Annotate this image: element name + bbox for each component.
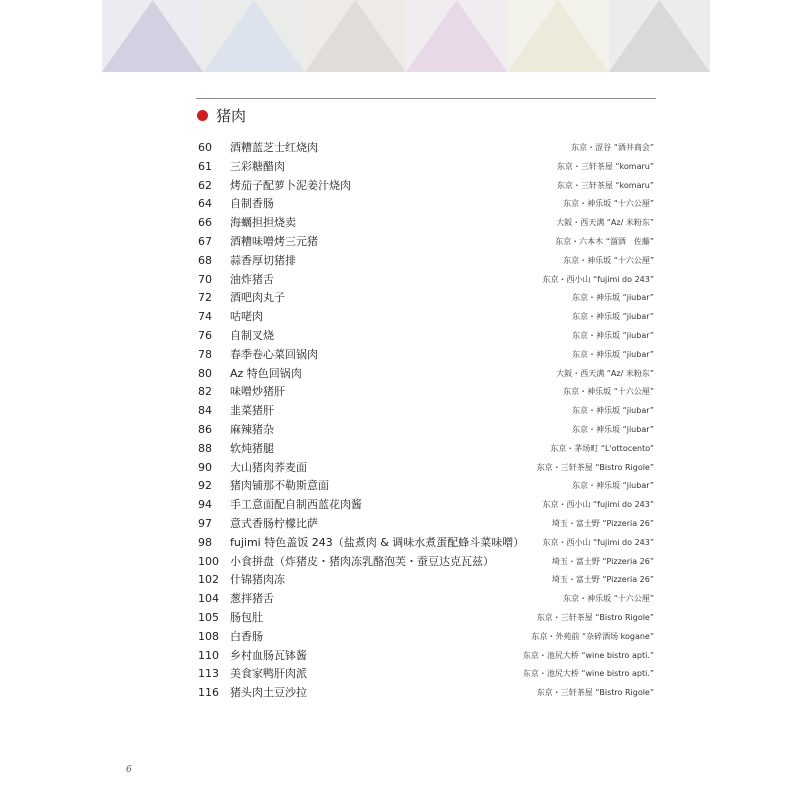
toc-entry [198,139,654,158]
entry-dish-name: 海蠣担担烧卖 [230,216,296,230]
entry-dish-name: 猪肉铺那不勒斯意面 [230,479,329,493]
entry-restaurant-location: 东京・西小山 “fujimi do 243” [542,500,654,510]
triangle-pattern [102,0,710,72]
entry-dish-name: 自制叉烧 [230,328,274,342]
entry-page-number: 78 [198,347,212,361]
entry-dish-name: fujimi 特色盖饭 243（盐煮肉 & 调味水煮蛋配蜂斗菜味噌） [230,535,525,549]
toc-entry [198,665,654,684]
entry-dish-name: 自制香肠 [230,197,274,211]
entry-page-number: 76 [198,328,212,342]
toc-entry [198,440,654,459]
entry-dish-name: 春季卷心菜回锅肉 [230,347,318,361]
toc-entry [198,252,654,271]
toc-entry [198,402,654,421]
toc-entry [198,195,654,214]
entry-dish-name: 美食家鸭肝肉派 [230,667,307,681]
entry-restaurant-location: 东京・神乐坂 “十六公厘” [563,199,654,209]
toc-entry [198,421,654,440]
entry-page-number: 105 [198,610,219,624]
toc-entry [198,289,654,308]
entry-dish-name: 麻辣猪杂 [230,422,274,436]
toc-entry [198,609,654,628]
entry-restaurant-location: 埼玉・富士野 “Pizzeria 26” [551,575,654,585]
entry-page-number: 64 [198,197,212,211]
entry-dish-name: 小食拼盘（炸猪皮・猪肉冻乳酪泡芙・蚕豆达克瓦兹） [230,554,494,568]
entry-page-number: 90 [198,460,212,474]
entry-restaurant-location: 东京・神乐坂 “jiubar” [572,406,654,416]
toc-entry [198,158,654,177]
toc-entry [198,271,654,290]
toc-entry [198,233,654,252]
entry-page-number: 70 [198,272,212,286]
entry-dish-name: 三彩糖醋肉 [230,159,285,173]
entry-restaurant-location: 埼玉・富士野 “Pizzeria 26” [551,518,654,528]
entry-restaurant-location: 东京・三轩茶屋 “Bistro Rigole” [536,612,654,622]
entry-page-number: 72 [198,291,212,305]
entry-dish-name: 酒糟味噌烤三元猪 [230,234,318,248]
entry-dish-name: 乡村血肠瓦钵酱 [230,648,307,662]
entry-restaurant-location: 东京・西小山 “fujimi do 243” [542,274,654,284]
entry-restaurant-location: 东京・西小山 “fujimi do 243” [542,537,654,547]
entry-page-number: 82 [198,385,212,399]
entry-restaurant-location: 东京・三轩茶屋 “Bistro Rigole” [536,688,654,698]
entry-restaurant-location: 东京・神乐坂 “十六公厘” [563,387,654,397]
entry-restaurant-location: 东京・神乐坂 “jiubar” [572,312,654,322]
entry-page-number: 84 [198,404,212,418]
entry-dish-name: 软炖猪腿 [230,441,274,455]
table-of-contents [198,139,654,703]
entry-dish-name: 味噌炒猪肝 [230,385,285,399]
section-header [196,98,656,129]
entry-restaurant-location: 大阪・西天满 “Az/ 米粉东” [556,368,654,378]
toc-entry [198,365,654,384]
entry-dish-name: 什锦猪肉冻 [230,573,285,587]
section-title: 猪肉 [216,107,247,125]
toc-entry [198,308,654,327]
entry-page-number: 68 [198,253,212,267]
entry-page-number: 97 [198,516,212,530]
entry-page-number: 94 [198,498,212,512]
entry-dish-name: 油炸猪舌 [230,272,274,286]
page-number: 6 [126,765,132,775]
section-dot-icon [197,110,208,121]
entry-page-number: 88 [198,441,212,455]
toc-entry [198,346,654,365]
entry-restaurant-location: 东京・神乐坂 “jiubar” [572,481,654,491]
entry-page-number: 110 [198,648,219,662]
entry-page-number: 113 [198,667,219,681]
toc-entry [198,647,654,666]
entry-restaurant-location: 埼玉・富士野 “Pizzeria 26” [551,556,654,566]
entry-restaurant-location: 东京・三轩茶屋 “komaru” [556,180,654,190]
toc-entry [198,553,654,572]
toc-entry [198,327,654,346]
entry-page-number: 62 [198,178,212,192]
toc-entry [198,515,654,534]
toc-entry [198,477,654,496]
entry-dish-name: 猪头肉土豆沙拉 [230,686,307,700]
toc-entry [198,684,654,703]
entry-page-number: 108 [198,629,219,643]
entry-restaurant-location: 东京・池尻大桥 “wine bistro apti.” [522,650,654,660]
entry-dish-name: 白香肠 [230,629,263,643]
entry-restaurant-location: 东京・六本木 “溜酒 佐藤” [555,236,654,246]
entry-dish-name: Az 特色回锅肉 [230,366,302,380]
entry-dish-name: 酒糟蓝芝士红烧肉 [230,141,318,154]
entry-page-number: 92 [198,479,212,493]
entry-restaurant-location: 东京・池尻大桥 “wine bistro apti.” [522,669,654,679]
entry-page-number: 74 [198,310,212,324]
toc-entry [198,459,654,478]
entry-dish-name: 肠包肚 [230,610,263,624]
entry-restaurant-location: 东京・神乐坂 “十六公厘” [563,255,654,265]
entry-page-number: 98 [198,535,212,549]
entry-page-number: 60 [198,141,212,154]
entry-restaurant-location: 东京・涩谷 “酒井商会” [571,143,654,152]
entry-dish-name: 韭菜猪肝 [230,404,274,418]
entry-page-number: 100 [198,554,219,568]
entry-dish-name: 酒吧肉丸子 [230,291,285,305]
entry-page-number: 61 [198,159,212,173]
entry-page-number: 116 [198,686,219,700]
toc-entry [198,571,654,590]
entry-restaurant-location: 东京・三轩茶屋 “komaru” [556,161,654,171]
entry-dish-name: 大山猪肉荞麦面 [230,460,307,474]
toc-entry [198,214,654,233]
entry-restaurant-location: 东京・神乐坂 “jiubar” [572,424,654,434]
entry-restaurant-location: 东京・外苑前 “杂碎酒场 kogane” [531,631,654,641]
entry-restaurant-location: 东京・神乐坂 “十六公厘” [563,594,654,604]
entry-restaurant-location: 东京・神乐坂 “jiubar” [572,293,654,303]
entry-restaurant-location: 东京・神乐坂 “jiubar” [572,349,654,359]
toc-entry [198,496,654,515]
entry-dish-name: 葱拌猪舌 [230,592,274,606]
entry-restaurant-location: 东京・茅场町 “L'ottocento” [550,443,654,453]
entry-page-number: 66 [198,216,212,230]
toc-entry [198,177,654,196]
entry-dish-name: 手工意面配自制西蓝花肉酱 [230,498,362,512]
entry-dish-name: 咕咾肉 [230,310,263,324]
entry-restaurant-location: 大阪・西天满 “Az/ 米粉东” [556,218,654,228]
entry-page-number: 102 [198,573,219,587]
entry-restaurant-location: 东京・神乐坂 “jiubar” [572,330,654,340]
decorative-banner [102,0,710,72]
entry-page-number: 104 [198,592,219,606]
toc-entry [198,534,654,553]
toc-entry [198,383,654,402]
toc-entry [198,590,654,609]
entry-page-number: 86 [198,422,212,436]
entry-page-number: 67 [198,234,212,248]
entry-page-number: 80 [198,366,212,380]
toc-entry [198,628,654,647]
entry-restaurant-location: 东京・三轩茶屋 “Bistro Rigole” [536,462,654,472]
entry-dish-name: 蒜香厚切猪排 [230,253,296,267]
entry-dish-name: 意式香肠柠檬比萨 [230,516,318,530]
entry-dish-name: 烤茄子配萝卜泥姜汁烧肉 [230,178,351,192]
